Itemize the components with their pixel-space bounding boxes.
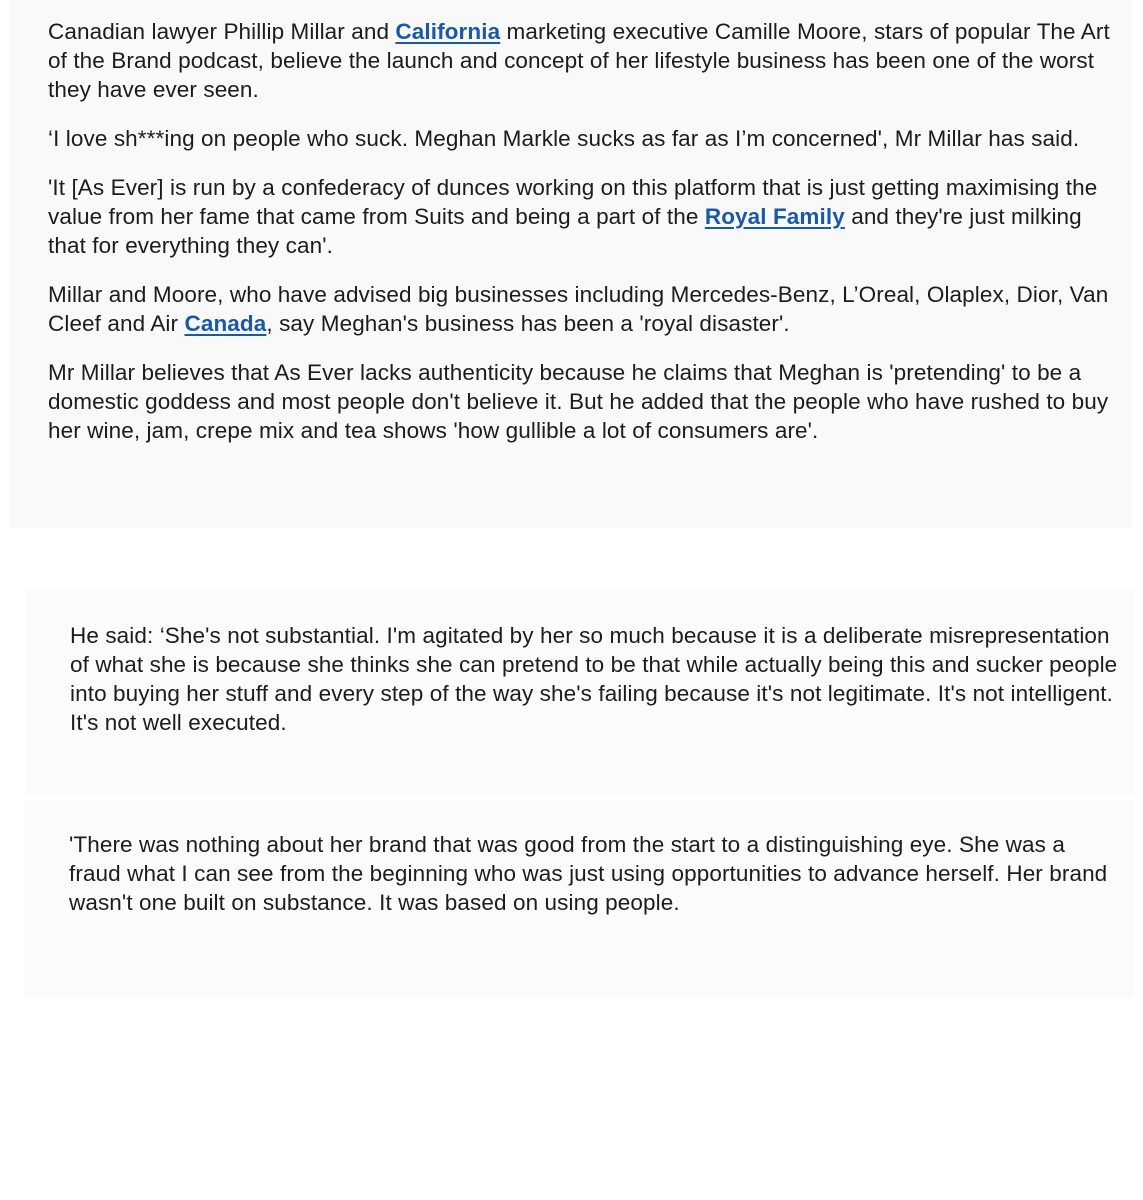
quote-excerpt-1 — [26, 588, 1134, 796]
quote-1-text: He said: ‘She's not substantial. I'm agitated by her so much because it is a deliberate misrepresentation of what she is because she thinks she can pretend to be that while actually being this and sucker people into buying her stuff and every step of the way she's failing because it's not legitimate. It's not intelligent. It's not well executed. — [70, 623, 1118, 735]
article-excerpt-top — [10, 0, 1132, 528]
paragraph-4: Millar and Moore, who have advised big businesses including Mercedes-Benz, L’Oreal, Olaplex, Dior, Van Cleef and Air Canada, say Meghan's business has been a 'royal disaster'. — [48, 282, 1109, 336]
paragraph-1: Canadian lawyer Phillip Millar and California marketing executive Camille Moore, stars of popular The Art of the Brand podcast, believe the launch and concept of her lifestyle business has been one of the worst they have ever seen. — [48, 19, 1110, 102]
royal-family-link[interactable]: Royal Family — [704, 204, 845, 229]
paragraph-3: 'It [As Ever] is run by a confederacy of dunces working on this platform that is just getting maximising the value from her fame that came from Suits and being a part of the Royal Family and they're just milking that for everything they can'. — [48, 175, 1098, 258]
canada-link[interactable]: Canada — [184, 311, 267, 336]
california-link[interactable]: California — [395, 19, 501, 44]
quote-2-text: 'There was nothing about her brand that was good from the start to a distinguishing eye. She was a fraud what I can see from the beginning who was just using opportunities to advance herself. Her brand wasn't one built on substance. It was based on using people. — [69, 832, 1108, 915]
paragraph-2: ‘I love sh***ing on people who suck. Meghan Markle sucks as far as I’m concerned', Mr Millar has said. — [48, 126, 1080, 151]
paragraph-5: Mr Millar believes that As Ever lacks authenticity because he claims that Meghan is 'pretending' to be a domestic goddess and most people don't believe it. But he added that the people who have rushed to buy her wine, jam, crepe mix and tea shows 'how gullible a lot of consumers are'. — [48, 360, 1109, 443]
quote-excerpt-2 — [24, 800, 1134, 998]
